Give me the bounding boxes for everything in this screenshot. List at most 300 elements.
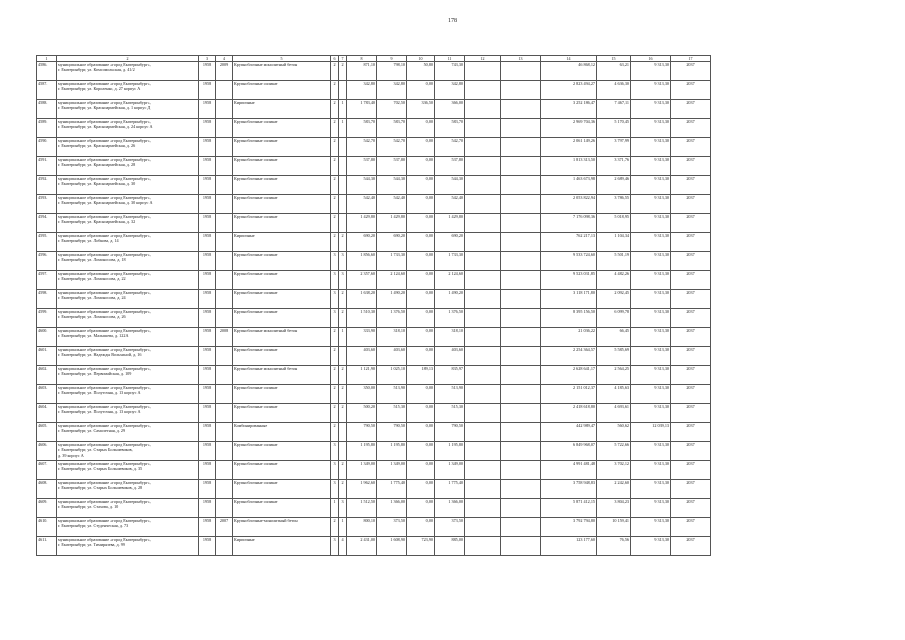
area-residential-cell: 342,80 [435,81,465,100]
year-built-cell: 1958 [199,176,216,195]
address-cell: муниципальное образование «город Екатеринбург», г. Екатеринбург, ул. Комсомольская, д. 41/2 [57,62,199,81]
planned-year-cell: 2037 [671,214,711,233]
planned-year-cell: 2037 [671,252,711,271]
planned-year-cell: 2037 [671,62,711,81]
area-cell: 1 733,30 [377,252,407,271]
area-cell: 342,80 [377,81,407,100]
year-renovated-cell [216,461,233,480]
row-number-cell: 4611. [37,537,57,556]
cost-cell: 762 217,13 [541,233,597,252]
wall-material-cell: Крупноблочные-монолитный бетон [233,518,331,537]
table-row [37,499,711,518]
col-13-cell [501,442,541,461]
year-built-cell: 1958 [199,499,216,518]
address-cell: муниципальное образование «город Екатеринбург», г. Екатеринбург, ул. Красноармейская, д. 24 корпус А [57,119,199,138]
col-13-cell [501,347,541,366]
col-12-cell [465,62,501,81]
limit-per-m2-cell: 9 313,30 [631,328,671,347]
year-built-cell: 1958 [199,195,216,214]
area-nonresidential-cell: 0,00 [407,309,435,328]
area-residential-cell: 1 349,00 [435,461,465,480]
year-renovated-cell [216,176,233,195]
entrances-cell: 2 [339,62,347,81]
cost-per-m2-cell: 5 501,19 [597,252,631,271]
area-residential-cell: 537,80 [435,157,465,176]
year-built-cell: 1958 [199,252,216,271]
area-residential-cell: 743,30 [435,62,465,81]
row-number-cell: 4608. [37,480,57,499]
row-number-cell: 4600. [37,328,57,347]
total-area-cell: 1 121,90 [347,366,377,385]
year-renovated-cell [216,385,233,404]
cost-cell: 1 463 673,98 [541,176,597,195]
total-area-cell: 1 429,80 [347,214,377,233]
wall-material-cell: Крупноблочные силикат [233,195,331,214]
col-13-cell [501,138,541,157]
total-area-cell: 871,10 [347,62,377,81]
floors-cell: 3 [331,309,339,328]
entrances-cell [339,423,347,442]
planned-year-cell: 2037 [671,461,711,480]
col-12-cell [465,176,501,195]
table-row [37,404,711,423]
year-renovated-cell [216,233,233,252]
entrances-cell: 2 [339,366,347,385]
entrances-cell [339,442,347,461]
limit-per-m2-cell: 12 039,13 [631,423,671,442]
column-header-14: 14 [541,56,597,62]
area-cell: 513,90 [377,385,407,404]
floors-cell: 3 [331,442,339,461]
planned-year-cell: 2037 [671,499,711,518]
col-12-cell [465,309,501,328]
entrances-cell: 1 [339,100,347,119]
cost-cell: 6 849 968,07 [541,442,597,461]
year-built-cell: 1958 [199,518,216,537]
limit-per-m2-cell: 9 313,30 [631,309,671,328]
floors-cell: 2 [331,157,339,176]
floors-cell: 2 [331,385,339,404]
cost-per-m2-cell: 66,45 [597,328,631,347]
table-row [37,62,711,81]
entrances-cell: 4 [339,537,347,556]
area-nonresidential-cell: 0,00 [407,233,435,252]
area-cell: 1 429,80 [377,214,407,233]
address-cell: муниципальное образование «город Екатеринбург», г. Екатеринбург, ул. Старых Большевиков, д. 28 [57,480,199,499]
wall-material-cell: Кирпичные [233,537,331,556]
floors-cell: 2 [331,423,339,442]
col-12-cell [465,404,501,423]
table-row [37,195,711,214]
row-number-cell: 4594. [37,214,57,233]
row-number-cell: 4598. [37,290,57,309]
cost-cell: 4 991 481,48 [541,461,597,480]
year-built-cell: 1958 [199,461,216,480]
col-13-cell [501,404,541,423]
table-row [37,461,711,480]
cost-cell: 2 061 149,26 [541,138,597,157]
area-nonresidential-cell: 336,50 [407,100,435,119]
entrances-cell: 2 [339,290,347,309]
cost-cell: 2 418 618,80 [541,404,597,423]
total-area-cell: 333,90 [347,328,377,347]
year-renovated-cell [216,138,233,157]
cost-per-m2-cell: 5 585,69 [597,347,631,366]
area-residential-cell: 1 775,40 [435,480,465,499]
area-cell: 583,70 [377,119,407,138]
planned-year-cell: 2037 [671,442,711,461]
cost-cell: 7 176 098,36 [541,214,597,233]
col-13-cell [501,309,541,328]
table-row [37,119,711,138]
area-nonresidential-cell: 0,00 [407,214,435,233]
cost-per-m2-cell: 76,56 [597,537,631,556]
cost-per-m2-cell: 10 159,41 [597,518,631,537]
wall-material-cell: Крупноблочные силикат [233,157,331,176]
table-row [37,347,711,366]
address-cell: муниципальное образование «город Екатеринбург», г. Екатеринбург, ул. Самолетная, д. 29 [57,423,199,442]
year-renovated-cell: 2009 [216,62,233,81]
table-row [37,138,711,157]
address-cell: муниципальное образование «город Екатеринбург», г. Екатеринбург, ул. Стахова, д. 10 [57,499,199,518]
floors-cell: 2 [331,518,339,537]
table-row [37,214,711,233]
cost-cell: 2 151 012,37 [541,385,597,404]
area-cell: 1 025,10 [377,366,407,385]
address-cell: муниципальное образование «город Екатеринбург», г. Екатеринбург, ул. Полуточня, д. 13 корпус А [57,404,199,423]
wall-material-cell: Крупноблочные силикат [233,176,331,195]
area-cell: 318,10 [377,328,407,347]
area-residential-cell: 515,30 [435,404,465,423]
limit-per-m2-cell: 9 313,30 [631,81,671,100]
year-built-cell: 1958 [199,423,216,442]
cost-per-m2-cell: 3 702,12 [597,461,631,480]
column-header-11: 11 [435,56,465,62]
floors-cell: 2 [331,347,339,366]
planned-year-cell: 2037 [671,366,711,385]
col-12-cell [465,100,501,119]
area-residential-cell: 835,97 [435,366,465,385]
year-renovated-cell [216,423,233,442]
address-cell: муниципальное образование «город Екатеринбург», г. Екатеринбург, ул. Лобкова, д. 14 [57,233,199,252]
cost-cell: 8 395 156,50 [541,309,597,328]
wall-material-cell: Крупноблочные силикат [233,119,331,138]
entrances-cell [339,195,347,214]
floors-cell: 2 [331,100,339,119]
wall-material-cell: Крупноблочные монолитный бетон [233,328,331,347]
col-13-cell [501,157,541,176]
col-12-cell [465,518,501,537]
limit-per-m2-cell: 9 313,30 [631,518,671,537]
limit-per-m2-cell: 9 313,30 [631,252,671,271]
column-header-13: 13 [501,56,541,62]
col-12-cell [465,252,501,271]
area-cell: 515,30 [377,404,407,423]
total-area-cell: 1 638,20 [347,290,377,309]
cost-per-m2-cell: 63,21 [597,62,631,81]
cost-cell: 46 868,12 [541,62,597,81]
area-residential-cell: 583,70 [435,119,465,138]
area-nonresidential-cell: 0,00 [407,518,435,537]
entrances-cell: 2 [339,233,347,252]
planned-year-cell: 2037 [671,271,711,290]
row-number-cell: 4587. [37,81,57,100]
wall-material-cell: Крупноблочные силикат [233,461,331,480]
planned-year-cell: 2037 [671,138,711,157]
limit-per-m2-cell: 9 313,30 [631,537,671,556]
area-cell: 790,50 [377,423,407,442]
planned-year-cell: 2037 [671,309,711,328]
table-row [37,423,711,442]
col-12-cell [465,157,501,176]
year-renovated-cell [216,347,233,366]
area-cell: 403,60 [377,347,407,366]
planned-year-cell: 2037 [671,347,711,366]
total-area-cell: 1 856,60 [347,252,377,271]
table-row [37,290,711,309]
total-area-cell: 800,10 [347,518,377,537]
column-header-8: 8 [347,56,377,62]
col-13-cell [501,518,541,537]
cost-cell: 2 969 704,36 [541,119,597,138]
floors-cell: 2 [331,404,339,423]
col-13-cell [501,366,541,385]
address-cell: муниципальное образование «город Екатеринбург», г. Екатеринбург, ул. Красноармейская, д. 30 корпус А [57,195,199,214]
col-12-cell [465,214,501,233]
cost-per-m2-cell: 6 099,78 [597,309,631,328]
floors-cell: 2 [331,366,339,385]
address-cell: муниципальное образование «город Екатеринбург», г. Екатеринбург, ул. Старых Большевиков, д. 35 [57,461,199,480]
area-nonresidential-cell: 50,80 [407,62,435,81]
entrances-cell: 2 [339,480,347,499]
floors-cell: 2 [331,119,339,138]
year-renovated-cell [216,252,233,271]
cost-cell: 9 523 031,85 [541,271,597,290]
year-built-cell: 1958 [199,81,216,100]
wall-material-cell: Крупноблочные силикат [233,271,331,290]
table-row [37,518,711,537]
area-residential-cell: 1 733,30 [435,252,465,271]
limit-per-m2-cell: 9 313,30 [631,138,671,157]
year-renovated-cell: 2007 [216,518,233,537]
limit-per-m2-cell: 9 313,30 [631,62,671,81]
area-cell: 542,40 [377,195,407,214]
limit-per-m2-cell: 9 313,30 [631,176,671,195]
entrances-cell [339,347,347,366]
row-number-cell: 4597. [37,271,57,290]
cost-per-m2-cell: 3 371,76 [597,157,631,176]
area-nonresidential-cell: 0,00 [407,81,435,100]
wall-material-cell: Крупноблочные силикат [233,138,331,157]
floors-cell: 2 [331,81,339,100]
row-number-cell: 4592. [37,176,57,195]
col-12-cell [465,119,501,138]
limit-per-m2-cell: 9 313,30 [631,442,671,461]
row-number-cell: 4604. [37,404,57,423]
limit-per-m2-cell: 9 313,30 [631,385,671,404]
planned-year-cell: 2037 [671,537,711,556]
column-header-4: 4 [216,56,233,62]
col-13-cell [501,423,541,442]
wall-material-cell: Крупноблочные монолитный бетон [233,366,331,385]
cost-per-m2-cell: 3 786,55 [597,195,631,214]
cost-cell: 442 989,47 [541,423,597,442]
wall-material-cell: Крупноблочные силикат [233,214,331,233]
table-row [37,328,711,347]
table-row [37,385,711,404]
row-number-cell: 4601. [37,347,57,366]
row-number-cell: 4606. [37,442,57,461]
total-area-cell: 1 195,80 [347,442,377,461]
area-residential-cell: 885,00 [435,537,465,556]
area-cell: 798,10 [377,62,407,81]
area-nonresidential-cell: 0,00 [407,499,435,518]
col-13-cell [501,385,541,404]
total-area-cell: 1 783,40 [347,100,377,119]
cost-per-m2-cell: 4 636,30 [597,81,631,100]
year-renovated-cell [216,271,233,290]
address-cell: муниципальное образование «город Екатеринбург», г. Екатеринбург, ул. Красноармейская, д. 1 корпус Д [57,100,199,119]
planned-year-cell: 2037 [671,328,711,347]
area-nonresidential-cell: 0,00 [407,404,435,423]
cost-per-m2-cell: 5 722,66 [597,442,631,461]
year-renovated-cell [216,81,233,100]
area-cell: 542,70 [377,138,407,157]
cost-cell: 5 871 412,15 [541,499,597,518]
area-nonresidential-cell: 0,00 [407,176,435,195]
area-residential-cell: 2 124,60 [435,271,465,290]
floors-cell: 2 [331,176,339,195]
area-residential-cell: 542,40 [435,195,465,214]
table-row [37,81,711,100]
total-area-cell: 542,70 [347,138,377,157]
row-number-cell: 4593. [37,195,57,214]
col-12-cell [465,366,501,385]
cost-per-m2-cell: 5 018,95 [597,214,631,233]
planned-year-cell: 2037 [671,176,711,195]
area-residential-cell: 403,60 [435,347,465,366]
col-13-cell [501,233,541,252]
col-13-cell [501,252,541,271]
year-built-cell: 1958 [199,309,216,328]
area-residential-cell: 1 366,00 [435,499,465,518]
row-number-cell: 4609. [37,499,57,518]
area-cell: 702,50 [377,100,407,119]
col-12-cell [465,290,501,309]
col-12-cell [465,480,501,499]
total-area-cell: 2 357,60 [347,271,377,290]
col-13-cell [501,62,541,81]
limit-per-m2-cell: 9 313,30 [631,233,671,252]
entrances-cell [339,157,347,176]
limit-per-m2-cell: 9 313,30 [631,157,671,176]
floors-cell: 2 [331,214,339,233]
year-built-cell: 1958 [199,271,216,290]
wall-material-cell: Крупноблочные силикат [233,290,331,309]
total-area-cell: 1 510,30 [347,309,377,328]
year-built-cell: 1958 [199,480,216,499]
cost-cell: 21 036,22 [541,328,597,347]
area-nonresidential-cell: 0,00 [407,157,435,176]
table-row [37,309,711,328]
address-cell: муниципальное образование «город Екатеринбург», г. Екатеринбург, ул. Ломоносова, д. 26 [57,309,199,328]
limit-per-m2-cell: 9 313,30 [631,347,671,366]
col-12-cell [465,328,501,347]
wall-material-cell: Крупноблочные силикат [233,81,331,100]
column-header-15: 15 [597,56,631,62]
row-number-cell: 4589. [37,119,57,138]
limit-per-m2-cell: 9 313,30 [631,499,671,518]
cost-cell: 3 758 948,83 [541,480,597,499]
cost-cell: 2 053 822,94 [541,195,597,214]
address-cell: муниципальное образование «город Екатеринбург», г. Екатеринбург, ул. Ломоносова, д. 24 [57,290,199,309]
row-number-cell: 4595. [37,233,57,252]
total-area-cell: 350,00 [347,385,377,404]
address-cell: муниципальное образование «город Екатеринбург», г. Екатеринбург, ул. Ломоносова, д. 22 [57,271,199,290]
col-12-cell [465,271,501,290]
address-cell: муниципальное образование «город Екатеринбург», г. Екатеринбург, ул. Ломоносова, д. 18 [57,252,199,271]
cost-cell: 3 252 186,47 [541,100,597,119]
planned-year-cell: 2037 [671,290,711,309]
limit-per-m2-cell: 9 313,30 [631,290,671,309]
col-12-cell [465,537,501,556]
row-number-cell: 4607. [37,461,57,480]
wall-material-cell: Крупноблочные силикат [233,480,331,499]
address-cell: муниципальное образование «город Екатеринбург», г. Екатеринбург, ул. Красноармейская, д. 30 [57,176,199,195]
year-renovated-cell [216,404,233,423]
area-cell: 1 195,80 [377,442,407,461]
entrances-cell: 3 [339,499,347,518]
col-12-cell [465,233,501,252]
area-cell: 373,50 [377,518,407,537]
col-13-cell [501,271,541,290]
column-header-2: 2 [57,56,199,62]
limit-per-m2-cell: 9 313,30 [631,214,671,233]
col-12-cell [465,81,501,100]
col-13-cell [501,119,541,138]
cost-per-m2-cell: 4 693,61 [597,404,631,423]
cost-per-m2-cell: 4 482,26 [597,271,631,290]
area-nonresidential-cell: 0,00 [407,290,435,309]
year-built-cell: 1958 [199,62,216,81]
floors-cell: 3 [331,480,339,499]
col-13-cell [501,81,541,100]
area-cell: 1 490,20 [377,290,407,309]
planned-year-cell: 2037 [671,423,711,442]
page-number: 178 [448,18,457,24]
col-12-cell [465,385,501,404]
address-cell: муниципальное образование «город Екатеринбург», г. Екатеринбург, ул. Красноармейская, д. 32 [57,214,199,233]
cost-cell: 2 254 364,57 [541,347,597,366]
limit-per-m2-cell: 9 313,30 [631,461,671,480]
table-row [37,233,711,252]
area-residential-cell: 366,00 [435,100,465,119]
table-row [37,252,711,271]
total-area-cell: 500,20 [347,404,377,423]
cost-per-m2-cell: 4 185,63 [597,385,631,404]
limit-per-m2-cell: 9 313,30 [631,119,671,138]
floors-cell: 2 [331,62,339,81]
year-renovated-cell [216,480,233,499]
row-number-cell: 4602. [37,366,57,385]
total-area-cell: 403,60 [347,347,377,366]
area-nonresidential-cell: 0,00 [407,328,435,347]
floors-cell: 1 [331,499,339,518]
cost-per-m2-cell: 3 797,99 [597,138,631,157]
year-renovated-cell [216,195,233,214]
address-cell: муниципальное образование «город Екатеринбург», г. Екатеринбург, ул. Надежды Вольхиной, д. 16 [57,347,199,366]
address-cell: муниципальное образование «город Екатеринбург», г. Екатеринбург, ул. Красноармейская, д. 28 [57,157,199,176]
